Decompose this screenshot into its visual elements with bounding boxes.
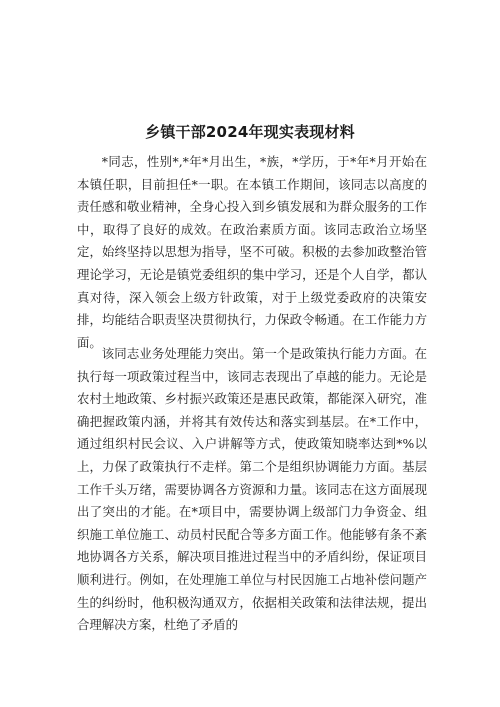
body-paragraph-1: *同志，性别*,*年*月出生，*族，*学历，于*年*月开始在本镇任职，目前担任*一职。在本镇工作期间，该同志以高度的责任感和敬业精神，全身心投入到乡镇发展和为群众服务的工作中，取得了良好的成效。在政治素质方面。该同志政治立场坚定，始终坚持以思想为指导，坚不可破。积极的去参加政整治管理论学习，无论是镇党委组织的集中学习，还是个人自学，都认真对待，深入领会上级方针政策，对于上级党委政府的决策安排，均能结合职责坚决贯彻执行，力保政令畅通。在工作能力方面。 [77,154,427,350]
document-title: 乡镇干部2024年现实表现材料 [145,123,355,141]
body-paragraph-2: 该同志业务处理能力突出。第一个是政策执行能力方面。在执行每一项政策过程当中，该同志表现出了卓越的能力。无论是农村土地政策、乡村振兴政策还是惠民政策，都能深入研究，准确把握政策内涵，并将其有效传达和落实到基层。在*工作中，通过组织村民会议、入户讲解等方式，使政策知晓率达到*%以上，力保了政策执行不走样。第二个是组织协调能力方面。基层工作千头万绪，需要协调各方资源和力量。该同志在这方面展现出了突出的才能。在*项目中，需要协调上级部门力争资金、组织施工单位施工、动员村民配合等多方面工作。他能够有条不紊地协调各方关系，解决项目推进过程当中的矛盾纠纷，保证项目顺利进行。例如，在处理施工单位与村民因施工占地补偿问题产生的纠纷时，他积极沟通双方，依据相关政策和法律法规，提出合理解决方案，杜绝了矛盾的 [77,346,427,633]
